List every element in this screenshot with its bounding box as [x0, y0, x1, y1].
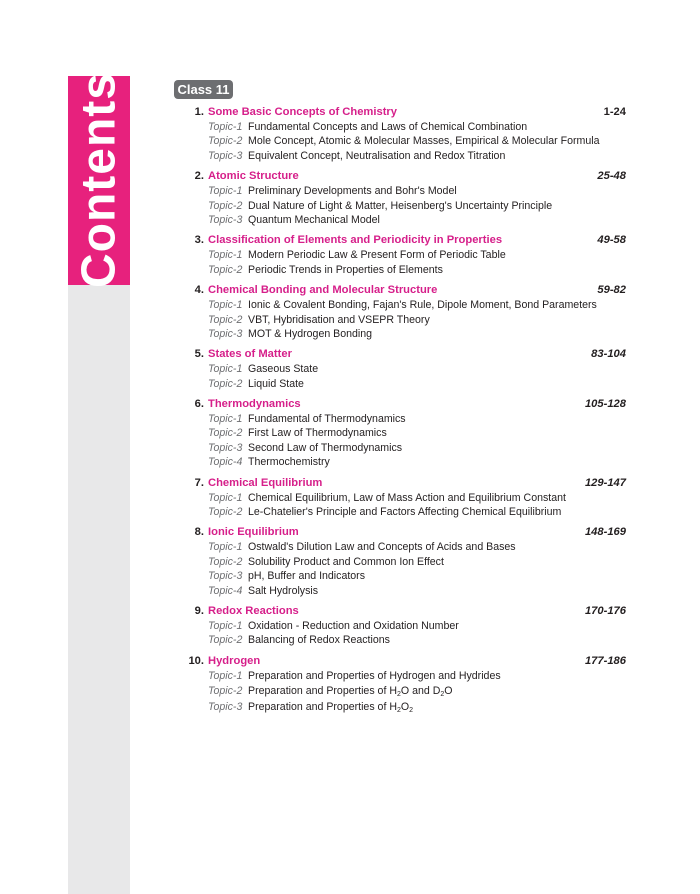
- topic-row: [174, 412, 634, 426]
- topic-label: Topic-2: [208, 634, 243, 647]
- topic-text-part: O: [444, 685, 453, 698]
- topic-label: Topic-2: [208, 313, 243, 326]
- topic-label: Topic-2: [208, 199, 243, 212]
- topic-text[interactable]: Mole Concept, Atomic & Molecular Masses, Empirical & Molecular Formula: [248, 135, 600, 148]
- chapter-number: 4.: [194, 284, 204, 297]
- topic-text[interactable]: Fundamental of Thermodynamics: [248, 413, 406, 426]
- topic-text[interactable]: Oxidation - Reduction and Oxidation Number: [248, 619, 459, 632]
- topic-row: [174, 120, 634, 134]
- topic-label: Topic-1: [208, 491, 243, 504]
- topic-text[interactable]: Liquid State: [248, 377, 304, 390]
- chapter-pages: 177-186: [584, 654, 626, 667]
- chapter-entry: [174, 104, 634, 163]
- topic-label: Topic-2: [208, 427, 243, 440]
- chapter-number: 1.: [194, 106, 204, 118]
- topic-row: [174, 491, 634, 505]
- topic-label: Topic-1: [208, 619, 243, 632]
- page-title: Contents: [72, 72, 126, 288]
- topic-row: [174, 455, 634, 469]
- chapter-title[interactable]: Ionic Equilibrium: [208, 526, 299, 539]
- chapter-number: 9.: [194, 604, 204, 617]
- topic-label: Topic-4: [208, 584, 243, 597]
- topic-text[interactable]: Preliminary Developments and Bohr's Model: [248, 185, 457, 198]
- topic-label: Topic-2: [208, 506, 243, 519]
- topic-label: Topic-2: [208, 685, 243, 698]
- subscript: 2: [397, 691, 401, 699]
- topic-text-part: Preparation and Properties of H: [248, 701, 397, 714]
- topic-text[interactable]: Periodic Trends in Properties of Elements: [248, 263, 443, 276]
- topic-text[interactable]: Quantum Mechanical Model: [248, 213, 380, 226]
- topic-text[interactable]: Second Law of Thermodynamics: [248, 441, 403, 454]
- chapter-title[interactable]: Atomic Structure: [208, 170, 299, 183]
- topic-text[interactable]: pH, Buffer and Indicators: [248, 570, 365, 583]
- topic-text-part: Preparation and Properties of H: [248, 685, 397, 698]
- topic-row: [174, 669, 634, 683]
- chapter-heading: [174, 603, 634, 619]
- topic-row: [174, 327, 634, 341]
- topic-label: Topic-3: [208, 570, 243, 583]
- chapter-number: 5.: [194, 348, 204, 361]
- topic-row: [174, 134, 634, 148]
- topic-text-part: O and D: [400, 685, 441, 698]
- topic-text[interactable]: [248, 701, 413, 713]
- class-badge: Class 11: [174, 80, 233, 99]
- topic-label: Topic-1: [208, 185, 243, 198]
- chapter-title[interactable]: Chemical Equilibrium: [208, 476, 323, 489]
- topic-label: Topic-3: [208, 701, 243, 714]
- topic-row: [174, 184, 634, 198]
- chapter-number: 8.: [194, 526, 204, 539]
- chapter-entry: [174, 396, 634, 470]
- topic-label: Topic-1: [208, 299, 243, 312]
- chapter-pages: 59-82: [597, 284, 626, 297]
- chapter-entry: [174, 232, 634, 277]
- topic-text[interactable]: Gaseous State: [248, 363, 319, 376]
- topic-label: Topic-3: [208, 213, 243, 226]
- topic-text[interactable]: Ionic & Covalent Bonding, Fajan's Rule, Dipole Moment, Bond Parameters: [248, 299, 597, 312]
- topic-text[interactable]: Solubility Product and Common Ion Effect: [248, 555, 444, 568]
- chapter-entry: [174, 524, 634, 598]
- topic-row: [174, 555, 634, 569]
- chapter-entry: [174, 282, 634, 341]
- chapter-pages: 129-147: [584, 476, 626, 489]
- chapter-title[interactable]: Redox Reactions: [208, 604, 299, 617]
- chapter-entry: [174, 168, 634, 227]
- topic-row: [174, 313, 634, 327]
- chapter-heading: [174, 653, 634, 669]
- table-of-contents: [174, 104, 634, 720]
- chapter-pages: 105-128: [584, 398, 626, 411]
- topic-row: [174, 199, 634, 213]
- topic-text[interactable]: VBT, Hybridisation and VSEPR Theory: [248, 313, 430, 326]
- chapter-pages: 25-48: [597, 170, 626, 183]
- topic-text[interactable]: MOT & Hydrogen Bonding: [248, 327, 373, 340]
- topic-text[interactable]: [248, 685, 453, 697]
- topic-text[interactable]: Salt Hydrolysis: [248, 584, 319, 597]
- subscript: 2: [397, 707, 401, 715]
- chapter-heading: [174, 282, 634, 298]
- chapter-title[interactable]: Thermodynamics: [208, 398, 301, 411]
- topic-text[interactable]: Equivalent Concept, Neutralisation and Redox Titration: [248, 149, 506, 162]
- chapter-title[interactable]: Hydrogen: [208, 654, 261, 667]
- topic-text[interactable]: Chemical Equilibrium, Law of Mass Action and Equilibrium Constant: [248, 491, 566, 504]
- chapter-pages: 170-176: [584, 604, 626, 617]
- topic-row: [174, 248, 634, 262]
- topic-row: [174, 569, 634, 583]
- topic-row: [174, 505, 634, 519]
- subscript: 2: [409, 707, 414, 715]
- topic-label: Topic-1: [208, 669, 243, 682]
- topic-label: Topic-1: [208, 363, 243, 376]
- topic-label: Topic-1: [208, 121, 243, 133]
- chapter-heading: [174, 104, 634, 120]
- topic-text-part: O: [400, 701, 410, 714]
- chapter-number: 2.: [194, 170, 204, 183]
- topic-label: Topic-2: [208, 263, 243, 276]
- topic-text[interactable]: Le-Chatelier's Principle and Factors Affecting Chemical Equilibrium: [248, 506, 562, 519]
- chapter-entry: [174, 475, 634, 520]
- chapter-pages: 83-104: [591, 348, 626, 361]
- chapter-entry: [174, 603, 634, 648]
- chapter-entry: [174, 346, 634, 391]
- chapter-heading: [174, 475, 634, 491]
- topic-row: [174, 633, 634, 647]
- topic-label: Topic-1: [208, 541, 243, 554]
- topic-label: Topic-2: [208, 135, 243, 148]
- topic-text[interactable]: Fundamental Concepts and Laws of Chemical Combination: [248, 121, 528, 133]
- topic-row: [174, 683, 634, 699]
- topic-label: Topic-3: [208, 149, 243, 162]
- topic-text[interactable]: Dual Nature of Light & Matter, Heisenberg's Uncertainty Principle: [248, 199, 553, 212]
- topic-row: [174, 540, 634, 554]
- chapter-heading: [174, 346, 634, 362]
- chapter-number: 6.: [194, 398, 204, 411]
- chapter-title[interactable]: States of Matter: [208, 348, 292, 361]
- chapter-title[interactable]: Some Basic Concepts of Chemistry: [208, 106, 397, 118]
- topic-row: [174, 213, 634, 227]
- chapter-title[interactable]: Classification of Elements and Periodicity in Properties: [208, 234, 503, 247]
- topic-label: Topic-4: [208, 456, 243, 469]
- topic-label: Topic-1: [208, 249, 243, 262]
- topic-label: Topic-2: [208, 377, 243, 390]
- topic-row: [174, 619, 634, 633]
- chapter-heading: [174, 524, 634, 540]
- chapter-heading: [174, 232, 634, 248]
- chapter-number: 3.: [194, 234, 204, 247]
- chapter-heading: [174, 168, 634, 184]
- topic-row: [174, 298, 634, 312]
- topic-row: [174, 426, 634, 440]
- topic-row: [174, 441, 634, 455]
- chapter-number: 10.: [188, 654, 204, 667]
- topic-row: [174, 377, 634, 391]
- topic-text[interactable]: Modern Periodic Law & Present Form of Periodic Table: [248, 249, 506, 262]
- chapter-pages: 1-24: [603, 106, 626, 118]
- topic-text[interactable]: Thermochemistry: [248, 456, 330, 469]
- chapter-title[interactable]: Chemical Bonding and Molecular Structure: [208, 284, 438, 297]
- chapter-heading: [174, 396, 634, 412]
- chapter-pages: 148-169: [584, 526, 626, 539]
- topic-row: [174, 263, 634, 277]
- topic-text[interactable]: Preparation and Properties of Hydrogen and Hydrides: [248, 669, 501, 682]
- topic-text[interactable]: Ostwald's Dilution Law and Concepts of Acids and Bases: [248, 541, 516, 554]
- topic-label: Topic-3: [208, 327, 243, 340]
- topic-text[interactable]: Balancing of Redox Reactions: [248, 634, 390, 647]
- topic-label: Topic-2: [208, 555, 243, 568]
- topic-row: [174, 149, 634, 163]
- topic-row: [174, 584, 634, 598]
- chapter-entry: [174, 653, 634, 715]
- topic-label: Topic-3: [208, 441, 243, 454]
- topic-text[interactable]: First Law of Thermodynamics: [248, 427, 387, 440]
- topic-label: Topic-1: [208, 413, 243, 426]
- topic-row: [174, 699, 634, 715]
- topic-row: [174, 362, 634, 376]
- chapter-pages: 49-58: [597, 234, 626, 247]
- subscript: 2: [440, 691, 445, 699]
- chapter-number: 7.: [194, 476, 204, 489]
